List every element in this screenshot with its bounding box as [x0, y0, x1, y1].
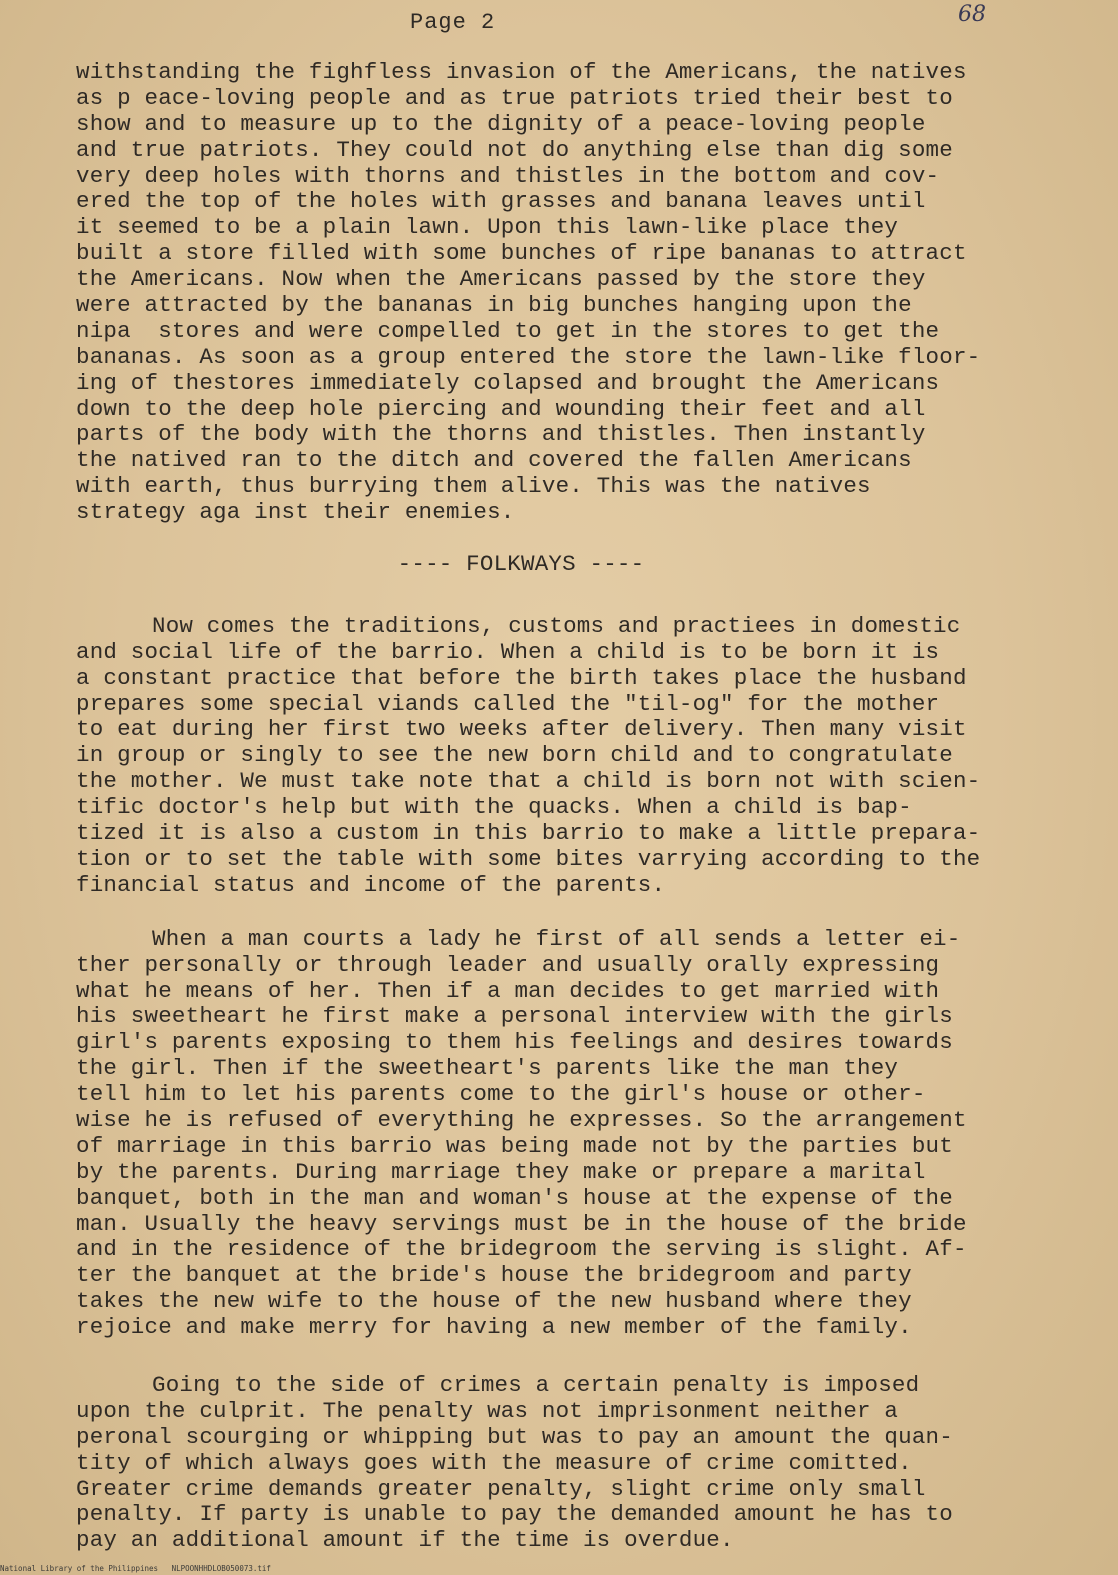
text-line: financial status and income of the parents. — [76, 871, 666, 898]
text-line: show and to measure up to the dignity of a peace-loving people — [76, 110, 926, 137]
text-line: as p eace-loving people and as true patriots tried their best to — [76, 84, 953, 111]
text-line: pay an additional amount if the time is overdue. — [76, 1527, 734, 1554]
text-line: takes the new wife to the house of the new husband where they — [76, 1288, 912, 1315]
text-line: ther personally or through leader and usually orally expressing — [76, 951, 940, 978]
text-line: his sweetheart he first make a personal interview with the girls — [76, 1003, 953, 1030]
body-text — [76, 60, 1076, 1554]
text-line: and true patriots. They could not do anything else than dig some — [76, 136, 953, 163]
text-line: by the parents. During marriage they make or prepare a marital — [76, 1158, 926, 1185]
text-line: in group or singly to see the new born child and to congratulate — [76, 742, 953, 769]
text-line: prepares some special viands called the "til-og" for the mother — [76, 690, 940, 717]
text-line: tity of which always goes with the measure of crime comitted. — [76, 1449, 912, 1476]
text-line: nipa stores and were compelled to get in the stores to get the — [76, 317, 940, 344]
text-line: very deep holes with thorns and thistles in the bottom and cov- — [76, 162, 940, 189]
text-line: man. Usually the heavy servings must be in the house of the bride — [76, 1210, 967, 1237]
text-line: tell him to let his parents come to the girl's house or other- — [76, 1081, 926, 1108]
text-line: upon the culprit. The penalty was not imprisonment neither a — [76, 1397, 899, 1424]
text-line: wise he is refused of everything he expresses. So the arrangement — [76, 1106, 967, 1133]
paragraph-birth-customs — [76, 614, 1076, 899]
text-line: tion or to set the table with some bites varrying according to the — [76, 845, 981, 872]
text-line: the natived ran to the ditch and covered the fallen Americans — [76, 447, 912, 474]
text-line: Going to the side of crimes a certain penalty is imposed — [152, 1371, 920, 1398]
text-line: the Americans. Now when the Americans passed by the store they — [76, 266, 926, 293]
file-id: NLPOONHHDLOB050073.tif — [171, 1564, 271, 1573]
text-line: bananas. As soon as a group entered the store the lawn-like floor- — [76, 343, 981, 370]
handwritten-folio-number: 68 — [958, 2, 986, 27]
text-line: with earth, thus burrying them alive. This was the natives — [76, 473, 871, 500]
paragraph-courtship-marriage — [76, 927, 1076, 1341]
library-name: National Library of the Philippines — [0, 1564, 159, 1573]
text-line: ing of thestores immediately colapsed and brought the Americans — [76, 369, 940, 396]
text-line: were attracted by the bananas in big bunches hanging upon the — [76, 292, 912, 319]
text-line: the mother. We must take note that a child is born not with scien- — [76, 768, 981, 795]
page-label: Page 2 — [410, 10, 496, 35]
text-line: Now comes the traditions, customs and practiees in domestic — [152, 612, 961, 639]
text-line: a constant practice that before the birth takes place the husband — [76, 664, 967, 691]
text-line: ered the top of the holes with grasses and banana leaves until — [76, 188, 926, 215]
text-line: girl's parents exposing to them his feelings and desires towards — [76, 1029, 953, 1056]
text-line: penalty. If party is unable to pay the demanded amount he has to — [76, 1501, 953, 1528]
section-heading-folkways: ---- FOLKWAYS ---- — [397, 551, 645, 578]
text-line: what he means of her. Then if a man decides to get married with — [76, 977, 940, 1004]
paragraph-crimes-penalty — [76, 1373, 1076, 1554]
text-line: withstanding the fighfless invasion of the Americans, the natives — [76, 59, 967, 85]
text-line: to eat during her first two weeks after delivery. Then many visit — [76, 716, 967, 743]
text-line: ter the banquet at the bride's house the bridegroom and party — [76, 1262, 912, 1289]
text-line: tific doctor's help but with the quacks. When a child is bap- — [76, 794, 912, 821]
text-line: Greater crime demands greater penalty, slight crime only small — [76, 1475, 926, 1502]
text-line: it seemed to be a plain lawn. Upon this lawn-like place they — [76, 214, 899, 241]
text-line: parts of the body with the thorns and thistles. Then instantly — [76, 421, 926, 448]
text-line: tized it is also a custom in this barrio to make a little prepara- — [76, 820, 981, 847]
text-line: strategy aga inst their enemies. — [76, 499, 515, 526]
text-line: and in the residence of the bridegroom the serving is slight. Af- — [76, 1236, 967, 1263]
text-line: When a man courts a lady he first of all sends a letter ei- — [152, 925, 961, 952]
text-line: peronal scourging or whipping but was to pay an amount the quan- — [76, 1423, 953, 1450]
paragraph-invasion-strategy — [76, 60, 1076, 526]
text-line: the girl. Then if the sweetheart's parents like the man they — [76, 1055, 899, 1082]
text-line: banquet, both in the man and woman's house at the expense of the — [76, 1184, 953, 1211]
text-line: built a store filled with some bunches of ripe bananas to attract — [76, 240, 967, 267]
text-line: rejoice and make merry for having a new member of the family. — [76, 1314, 912, 1341]
text-line: down to the deep hole piercing and wounding their feet and all — [76, 395, 926, 422]
text-line: of marriage in this barrio was being made not by the parties but — [76, 1132, 953, 1159]
scan-footer — [0, 1564, 271, 1573]
text-line: and social life of the barrio. When a child is to be born it is — [76, 638, 940, 665]
